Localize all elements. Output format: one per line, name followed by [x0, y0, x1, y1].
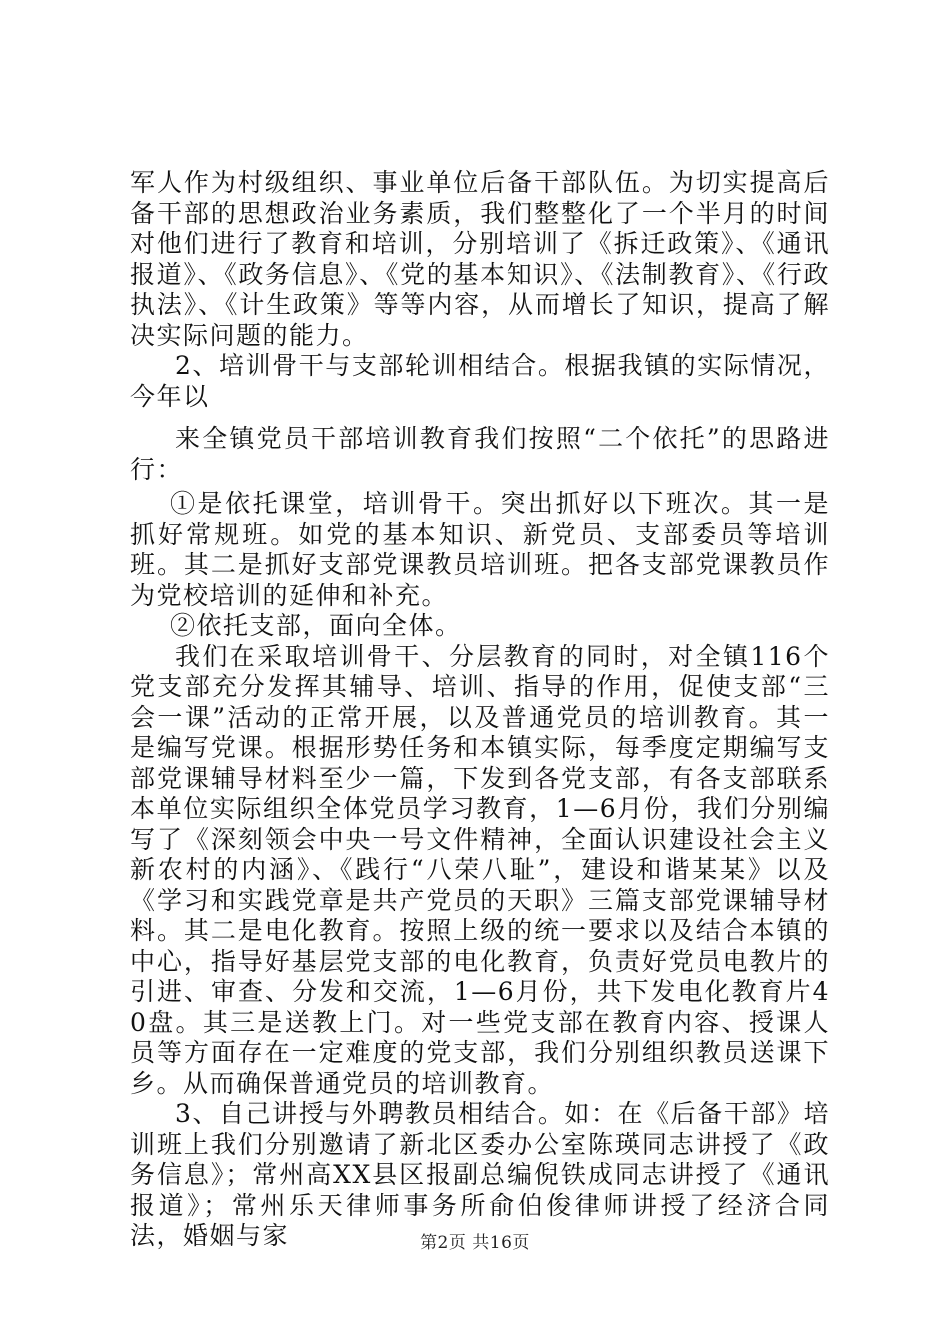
paragraph-5: ②依托支部，面向全体。 — [170, 611, 462, 640]
paragraph-4: ①是依托课堂，培训骨干。突出抓好以下班次。其一是抓好常规班。如党的基本知识、新党员、支部委员等培训班。其二是抓好支部党课教员培训班。把各支部党课教员作为党校培训的延伸和补充。 — [130, 489, 830, 610]
paragraph-2: 2、培训骨干与支部轮训相结合。根据我镇的实际情况，今年以 — [130, 351, 830, 411]
page-number-footer: 第2页 共16页 — [420, 1233, 530, 1253]
document-body — [130, 168, 830, 1252]
paragraph-3: 来全镇党员干部培训教育我们按照“二个依托”的思路进行： — [130, 424, 830, 484]
paragraph-6: 我们在采取培训骨干、分层教育的同时，对全镇116个党支部充分发挥其辅导、培训、指导的作用，促使支部“三会一课”活动的正常开展，以及普通党员的培训教育。其一是编写党课。根据形势任务和本镇实际，每季度定期编写支部党课辅导材料至少一篇，下发到各党支部，有各支部联系本单位实际组织全体党员学习教育，1—6月份，我们分别编写了《深刻领会中央一号文件精神，全面认识建设社会主义新农村的内涵》、《践行“八荣八耻”，建设和谐某某》以及《学习和实践党章是共产党员的天职》三篇支部党课辅导材料。其二是电化教育。按照上级的统一要求以及结合本镇的中心，指导好基层党支部的电化教育，负责好党员电教片的引进、审查、分发和交流，1—6月份，共下发电化教育片40盘。其三是送教上门。对一些党支部在教育内容、授课人员等方面存在一定难度的党支部，我们分别组织教员送课下乡。从而确保普通党员的培训教育。 — [130, 641, 830, 1098]
paragraph-1: 军人作为村级组织、事业单位后备干部队伍。为切实提高后备干部的思想政治业务素质，我们整整化了一个半月的时间对他们进行了教育和培训，分别培训了《拆迁政策》、《通讯报道》、《政务信息》、《党的基本知识》、《法制教育》、《行政执法》、《计生政策》等等内容，从而增长了知识，提高了解决实际问题的能力。 — [130, 168, 830, 350]
paragraph-7: 3、自己讲授与外聘教员相结合。如：在《后备干部》培训班上我们分别邀请了新北区委办公室陈瑛同志讲授了《政务信息》；常州高XX县区报副总编倪铁成同志讲授了《通讯报道》；常州乐天律师事务所俞伯俊律师讲授了经济合同法，婚姻与家 — [130, 1099, 830, 1250]
